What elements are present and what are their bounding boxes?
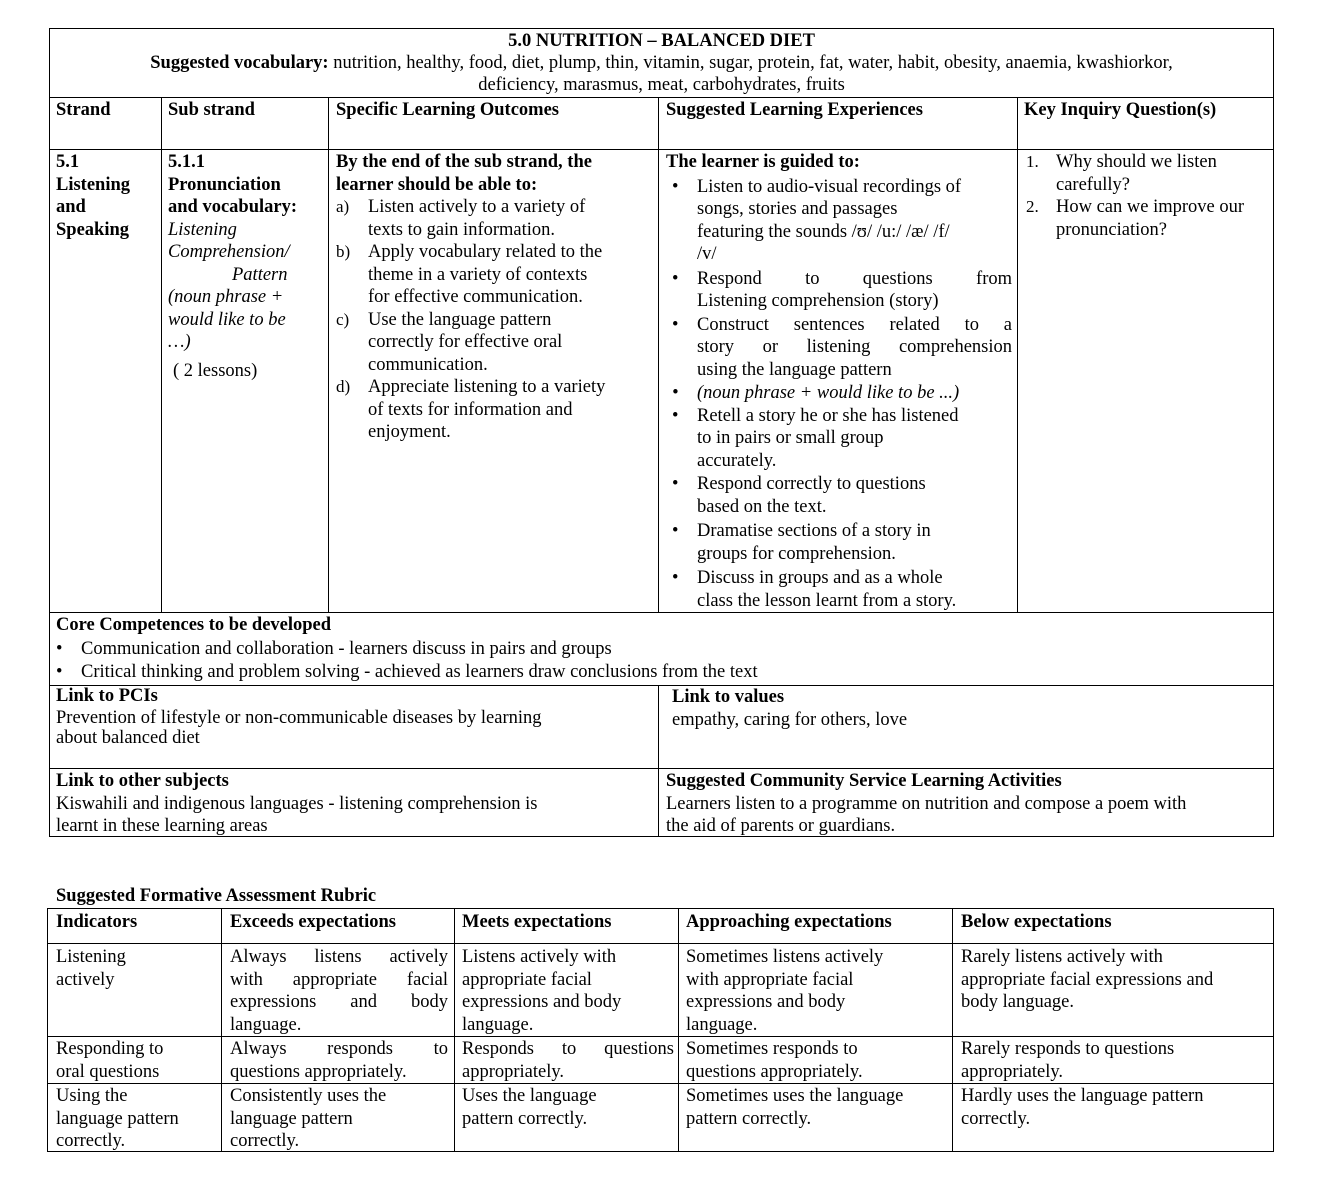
list-item: • Dramatise sections of a story in groups for comprehension. (666, 520, 1012, 565)
community-service-title: Suggested Community Service Learning Activities (666, 771, 1062, 791)
header-kiq: Key Inquiry Question(s) (1024, 100, 1217, 120)
list-item: • Respond correctly to questions based on the text. (666, 473, 1012, 518)
list-item: • Critical thinking and problem solving - achieved as learners draw conclusions from the text (50, 661, 1266, 684)
rubric-indicator-language-pattern: Using the language pattern correctly. (56, 1086, 179, 1151)
link-to-other-subjects: Link to other subjects Kiswahili and indigenous languages - listening comprehension is learnt in these learning areas (56, 770, 654, 838)
rubric-cell-below: Rarely listens actively with appropriate facial expressions and body language. (961, 947, 1214, 1012)
link-to-other-subjects-title: Link to other subjects (56, 771, 229, 791)
slo-list (336, 196, 654, 444)
list-item: a) Listen actively to a variety of texts to gain information. (336, 197, 586, 240)
sle-cell: The learner is guided to: • Listen to audio-visual recordings of songs, stories and passages featuring the sounds /ʊ/ /u:/ /æ/ /f/ /v/ • Respond to questions from Listening comprehension (story) • Construct sentences related to a story or listening comprehension using the language pattern • (noun phrase + would like to be ...) • Retell a story he or she has listened to in pairs or small group accurately. • Respond correctly to questions based on the text. • Dramatise sections of a story in groups for comprehension. • Discuss in groups and as a whole class the lesson learnt from a story. (666, 151, 1012, 612)
list-item: • (noun phrase + would like to be ...) (666, 382, 1012, 405)
rubric-header-meets: Meets expectations (462, 912, 612, 932)
header-strand: Strand (56, 100, 111, 120)
rubric-cell-below: Hardly uses the language pattern correctly. (961, 1086, 1204, 1129)
header-slo: Specific Learning Outcomes (336, 100, 560, 120)
kiq-list (1024, 151, 1272, 241)
rubric-cell-meets: Responds to questions appropriately. (462, 1039, 674, 1082)
rubric-cell-meets: Listens actively with appropriate facial expressions and body language. (462, 947, 622, 1035)
vocabulary-line-2: deficiency, marasmus, meat, carbohydrates, fruits (478, 75, 845, 95)
list-item: • Retell a story he or she has listened to in pairs or small group accurately. (666, 405, 1012, 473)
kiq-cell (1024, 151, 1272, 241)
rubric-cell-below: Rarely responds to questions appropriately. (961, 1039, 1175, 1082)
community-service: Suggested Community Service Learning Activities Learners listen to a programme on nutrition and compose a poem with the aid of parents or guardians. (666, 770, 1272, 838)
list-item: 1. Why should we listen carefully? (1026, 152, 1217, 195)
rubric-indicator-responding: Responding to oral questions (56, 1039, 164, 1082)
list-item: d) Appreciate listening to a variety of texts for information and enjoyment. (336, 377, 606, 442)
rubric-header-below: Below expectations (961, 912, 1112, 932)
rubric-title: Suggested Formative Assessment Rubric (56, 886, 377, 906)
vocabulary-words: nutrition, healthy, food, diet, plump, thin, vitamin, sugar, protein, fat, water, habit, obesity, anaemia, kwashiorkor, (333, 53, 1173, 73)
link-to-pcis: Link to PCIs Prevention of lifestyle or non-communicable diseases by learning about balanced diet (56, 686, 654, 748)
core-competences (56, 614, 1266, 684)
rubric-cell-approaching: Sometimes uses the language pattern correctly. (686, 1086, 904, 1129)
header-sub-strand: Sub strand (168, 100, 255, 120)
list-item: • Communication and collaboration - learners discuss in pairs and groups (50, 638, 1266, 661)
page-title: 5.0 NUTRITION – BALANCED DIET (508, 31, 815, 51)
sub-strand-cell: 5.1.1 Pronunciation and vocabulary: Listening Comprehension/ Pattern (noun phrase + would like to be …) ( 2 lessons) (168, 151, 326, 382)
list-item: • Respond to questions from Listening comprehension (story) (666, 268, 1012, 313)
header-sle: Suggested Learning Experiences (666, 100, 923, 120)
rubric-cell-approaching: Sometimes listens actively with appropriate facial expressions and body language. (686, 947, 884, 1035)
rubric-cell-exceeds: Always responds to questions appropriately. (230, 1039, 448, 1082)
rubric-header-indicators: Indicators (56, 912, 138, 932)
list-item: • Listen to audio-visual recordings of songs, stories and passages featuring the sounds /ʊ/ /u:/ /æ/ /f/ /v/ (666, 176, 1012, 266)
vocabulary-label: Suggested vocabulary: (150, 53, 329, 73)
strand-cell: 5.1 Listening and Speaking (56, 152, 131, 240)
list-item: b) Apply vocabulary related to the theme in a variety of contexts for effective communication. (336, 242, 603, 307)
slo-cell: By the end of the sub strand, the learner should be able to: a) Listen actively to a variety of texts to gain information. b) Apply vocabulary related to the theme in a variety of contexts for effective communication. c) Use the language pattern correctly for effective oral communication. d) Appreciate listening to a variety of texts for information and enjoyment. (336, 151, 654, 444)
list-item: 2. How can we improve our pronunciation? (1026, 197, 1245, 240)
rubric-cell-exceeds: Always listens actively with appropriate facial expressions and body language. (230, 947, 448, 1035)
list-item: c) Use the language pattern correctly for effective oral communication. (336, 309, 563, 375)
rubric-cell-approaching: Sometimes responds to questions appropriately. (686, 1039, 863, 1082)
link-to-values: Link to values empathy, caring for others, love (672, 686, 1268, 731)
sle-list (666, 176, 1012, 613)
lessons-count: ( 2 lessons) (173, 360, 258, 381)
link-to-pcis-title: Link to PCIs (56, 686, 158, 706)
list-item: • Construct sentences related to a story or listening comprehension using the language pattern (666, 314, 1012, 382)
vocabulary-line-1 (49, 52, 1274, 75)
rubric-cell-exceeds: Consistently uses the language pattern correctly. (230, 1086, 387, 1151)
link-to-values-title: Link to values (672, 687, 785, 707)
list-item: • Discuss in groups and as a whole class the lesson learnt from a story. (666, 567, 1012, 612)
rubric-cell-meets: Uses the language pattern correctly. (462, 1086, 597, 1129)
rubric-header-approaching: Approaching expectations (686, 912, 892, 932)
rubric-indicator-listening: Listening actively (56, 947, 126, 990)
core-competences-title: Core Competences to be developed (56, 615, 332, 635)
rubric-header-exceeds: Exceeds expectations (230, 912, 396, 932)
